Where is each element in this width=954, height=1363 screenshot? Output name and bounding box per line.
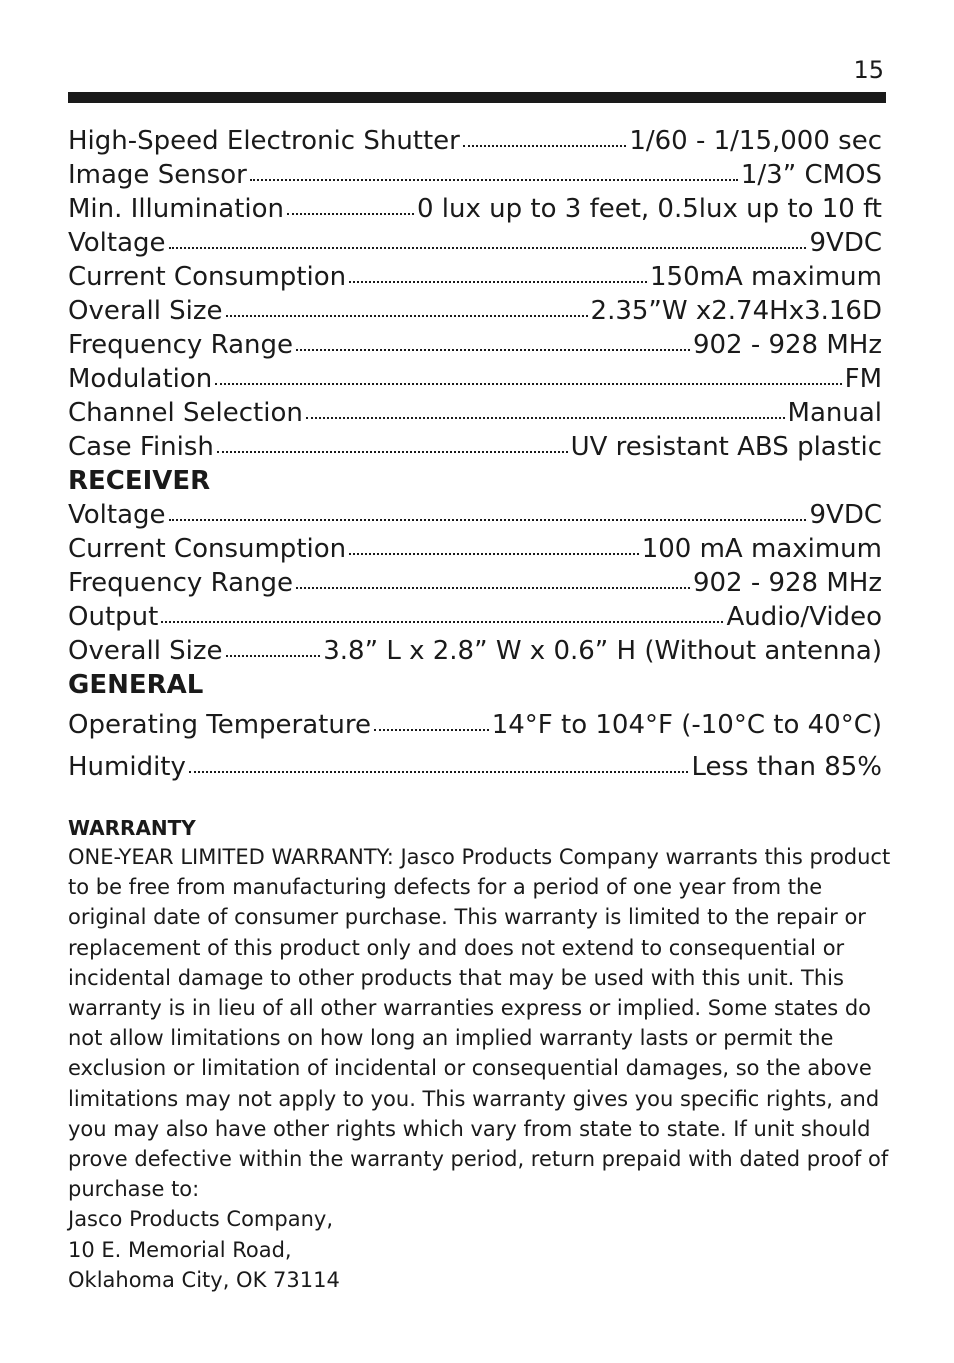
spec-row: [68, 158, 882, 192]
spec-label: Voltage: [68, 500, 166, 530]
spec-value: 1/3” CMOS: [740, 160, 882, 190]
dot-leader: [306, 415, 785, 419]
spec-label: Min. Illumination: [68, 194, 285, 224]
dot-leader: [169, 245, 807, 249]
general-heading: GENERAL: [68, 670, 204, 700]
specifications: [68, 124, 882, 786]
spec-label: Case Finish: [68, 432, 214, 462]
dot-leader: [374, 727, 489, 731]
dot-leader: [217, 449, 568, 453]
general-spec-list: [68, 706, 882, 786]
spec-row: [68, 600, 882, 634]
dot-leader: [287, 211, 414, 215]
spec-row: [68, 328, 882, 362]
spec-value: 9VDC: [809, 500, 882, 530]
dot-leader: [349, 551, 639, 555]
top-rule: [68, 92, 886, 103]
spec-row: [68, 362, 882, 396]
spec-label: Current Consumption: [68, 534, 347, 564]
dot-leader: [250, 177, 738, 181]
spec-row: [68, 566, 882, 600]
spec-row: [68, 226, 882, 260]
spec-value: 9VDC: [809, 228, 882, 258]
receiver-spec-list: [68, 498, 882, 668]
spec-value: 150mA maximum: [649, 262, 882, 292]
spec-row: [68, 748, 882, 786]
page-number: 15: [853, 56, 884, 84]
dot-leader: [296, 347, 690, 351]
spec-label: Overall Size: [68, 636, 223, 666]
dot-leader: [226, 313, 588, 317]
dot-leader: [349, 279, 647, 283]
address-line-3: Oklahoma City, OK 73114: [68, 1267, 340, 1292]
spec-row: [68, 498, 882, 532]
spec-label: Current Consumption: [68, 262, 347, 292]
spec-row: [68, 124, 882, 158]
spec-value: UV resistant ABS plastic: [570, 432, 882, 462]
spec-row: [68, 430, 882, 464]
receiver-heading: RECEIVER: [68, 466, 211, 496]
spec-value: 902 - 928 MHz: [692, 330, 882, 360]
spec-row: [68, 294, 882, 328]
warranty-section: [68, 814, 898, 1295]
spec-value: 3.8” L x 2.8” W x 0.6” H (Without antenna): [323, 636, 882, 666]
spec-value: 2.35”W x2.74Hx3.16D: [590, 296, 882, 326]
dot-leader: [169, 517, 807, 521]
spec-label: Frequency Range: [68, 568, 293, 598]
spec-label: Channel Selection: [68, 398, 303, 428]
spec-row: [68, 532, 882, 566]
spec-row: [68, 396, 882, 430]
address-line-2: 10 E. Memorial Road,: [68, 1237, 292, 1262]
dot-leader: [296, 585, 690, 589]
spec-row: [68, 706, 882, 744]
dot-leader: [215, 381, 841, 385]
spec-label: Image Sensor: [68, 160, 247, 190]
spec-label: Modulation: [68, 364, 213, 394]
spec-label: Voltage: [68, 228, 166, 258]
spec-label: Humidity: [68, 752, 186, 782]
dot-leader: [189, 769, 689, 773]
warranty-body: ONE-YEAR LIMITED WARRANTY: Jasco Products Company warrants this product to be free from manufacturing defects for a period of one year from the original date of consumer purchase. This warranty is limited to the repair or replacement of this product only and does not extend to consequential or incidental damage to other products that may be used with this unit. This warranty is in lieu of all other warranties express or implied. Some states do not allow limitations on how long an implied warranty lasts or permit the exclusion or limitation of incidental or consequential damages, so the above limitations may not apply to you. This warranty gives you specific rights, and you may also have other rights which vary from state to state. If unit should prove defective within the warranty period, return prepaid with dated proof of purchase to:: [68, 845, 891, 1202]
spec-value: 902 - 928 MHz: [692, 568, 882, 598]
spec-value: FM: [844, 364, 882, 394]
spec-row: [68, 260, 882, 294]
dot-leader: [161, 619, 723, 623]
spec-value: 1/60 - 1/15,000 sec: [629, 126, 882, 156]
primary-spec-list: [68, 124, 882, 464]
spec-label: Overall Size: [68, 296, 223, 326]
spec-value: Manual: [787, 398, 882, 428]
spec-row: [68, 192, 882, 226]
spec-label: Frequency Range: [68, 330, 293, 360]
spec-value: 0 lux up to 3 feet, 0.5lux up to 10 ft: [416, 194, 882, 224]
dot-leader: [463, 143, 626, 147]
spec-value: 14°F to 104°F (-10°C to 40°C): [491, 710, 882, 740]
spec-value: Less than 85%: [691, 752, 882, 782]
dot-leader: [226, 653, 321, 657]
spec-value: Audio/Video: [726, 602, 882, 632]
spec-value: 100 mA maximum: [641, 534, 882, 564]
spec-row: [68, 634, 882, 668]
spec-label: Output: [68, 602, 159, 632]
warranty-title: WARRANTY: [68, 816, 196, 840]
spec-label: High-Speed Electronic Shutter: [68, 126, 460, 156]
address-line-1: Jasco Products Company,: [68, 1207, 334, 1232]
spec-label: Operating Temperature: [68, 710, 371, 740]
